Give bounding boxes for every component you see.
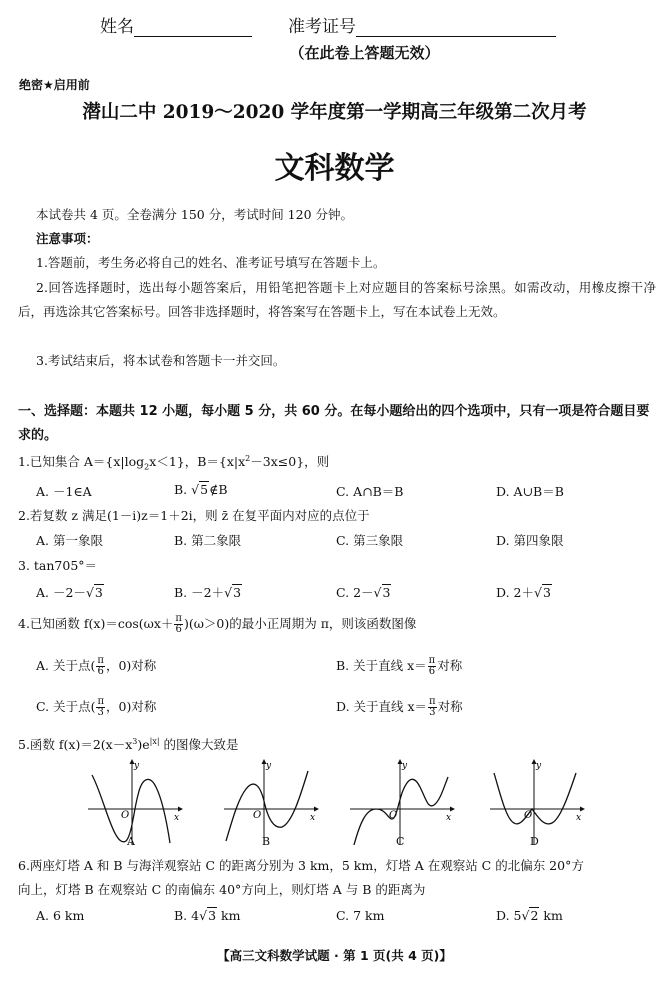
- q1-option-a: A. －1∈A: [36, 484, 92, 499]
- note-1: 1.答题前，考生务必将自己的姓名、准考证号填写在答题卡上。: [36, 255, 386, 270]
- svg-text:O: O: [121, 810, 130, 821]
- svg-text:y: y: [134, 761, 140, 771]
- q4-option-b: B. 关于直线 x＝ $\frac{\pi}{6}$ 对称: [336, 655, 463, 677]
- invalid-note: （在此卷上答题无效）: [289, 44, 440, 62]
- name-field: [100, 12, 252, 37]
- svg-text:y: y: [402, 761, 408, 771]
- q5-stem: 5.函数 $f(x)=2(x-x^3)e^{|x|}$ 的图像大致是: [18, 736, 239, 752]
- q6-option-c: C. 7 km: [336, 908, 385, 923]
- q2-option-c: C. 第三象限: [336, 533, 404, 548]
- q5-label-c: C: [396, 835, 405, 848]
- q6-option-b: B. 4√3 km: [174, 908, 241, 923]
- svg-text:O: O: [253, 810, 262, 821]
- q2-option-b: B. 第二象限: [174, 533, 242, 548]
- q5-graph-a: [86, 757, 186, 849]
- notes-heading: 注意事项：: [36, 231, 99, 246]
- q4-option-a: A. 关于点( $\frac{\pi}{6}$ ，0)对称: [36, 655, 157, 677]
- note-3: 3.考试结束后，将本试卷和答题卡一并交回。: [36, 353, 286, 368]
- svg-text:y: y: [536, 761, 542, 771]
- intro-line: 本试卷共 4 页。全卷满分 150 分，考试时间 120 分钟。: [36, 207, 354, 222]
- subject-title: 文科数学: [274, 151, 395, 186]
- page-footer: 【高三文科数学试题 · 第 1 页(共 4 页)】: [217, 948, 452, 963]
- q3-option-c: C. 2－√3: [336, 585, 391, 600]
- q5-label-b: B: [262, 835, 271, 848]
- svg-text:x: x: [446, 813, 452, 823]
- q6-option-a: A. 6 km: [36, 908, 85, 923]
- svg-text:O: O: [524, 810, 533, 821]
- secret-mark: 绝密★启用前: [19, 78, 90, 92]
- q6-option-d: D. 5√2 km: [496, 908, 563, 923]
- q6-stem-line1: 6.两座灯塔 A 和 B 与海洋观察站 C 的距离分别为 3 km，5 km，灯塔 A 在观察站 C 的北偏东 20°方: [18, 858, 584, 873]
- note-2: 2.回答选择题时，选出每小题答案后，用铅笔把答题卡上对应题目的答案标号涂黑。如需改动，用橡皮擦干净后，再选涂其它答案标号。回答非选择题时，将答案写在答题卡上，写在本试卷上无效。: [18, 280, 656, 319]
- name-blank: [134, 20, 252, 37]
- exam-id-label: 准考证号: [288, 17, 356, 37]
- q5-label-a: A: [127, 835, 135, 848]
- q1-option-b: B. √5∉B: [174, 482, 228, 497]
- svg-text:x: x: [310, 813, 316, 823]
- svg-text:x: x: [576, 813, 582, 823]
- q4-stem: 4.已知函数 f(x)＝cos(ωx＋ $\frac{\pi}{6}$ )(ω＞0)的最小正周期为 π，则该函数图像: [18, 613, 417, 635]
- svg-text:O: O: [389, 810, 398, 821]
- q5-label-d: D: [530, 835, 539, 848]
- q3-stem: 3. tan705°＝: [18, 558, 98, 573]
- q5-graph-b: [222, 757, 322, 849]
- section-heading: 一、选择题：本题共 12 小题，每小题 5 分，共 60 分。在每小题给出的四个选项中，只有一项是符合题目要求的。: [18, 404, 650, 443]
- q4-option-c: C. 关于点( $\frac{\pi}{3}$ ，0)对称: [36, 696, 157, 718]
- svg-text:x: x: [174, 813, 180, 823]
- q1-option-d: D. A∪B＝B: [496, 484, 564, 499]
- svg-text:y: y: [266, 761, 272, 771]
- q6-stem-line2: 向上，灯塔 B 在观察站 C 的南偏东 40°方向上，则灯塔 A 与 B 的距离为: [18, 882, 426, 897]
- exam-id-blank: [356, 20, 556, 37]
- exam-id-field: [288, 12, 556, 37]
- q4-option-d: D. 关于直线 x＝ $\frac{\pi}{3}$ 对称: [336, 696, 463, 718]
- q2-option-a: A. 第一象限: [36, 533, 103, 548]
- q3-option-a: A. －2－√3: [36, 585, 103, 600]
- q2-option-d: D. 第四象限: [496, 533, 564, 548]
- q1-option-c: C. A∩B＝B: [336, 484, 404, 499]
- q3-option-b: B. －2＋√3: [174, 585, 242, 600]
- q2-stem: 2.若复数 z 满足(1－i)z＝1＋2i，则 z̄ 在复平面内对应的点位于: [18, 508, 370, 523]
- q1-stem: 1.已知集合 $A=\{x|\log_2x<1\}$，$B=\{x|x^2-3x\le 0\}$，则: [18, 453, 330, 472]
- name-label: 姓名: [100, 17, 134, 37]
- q3-option-d: D. 2＋√3: [496, 585, 551, 600]
- exam-title: 潜山二中 2019～2020 学年度第一学期高三年级第二次月考: [82, 102, 587, 123]
